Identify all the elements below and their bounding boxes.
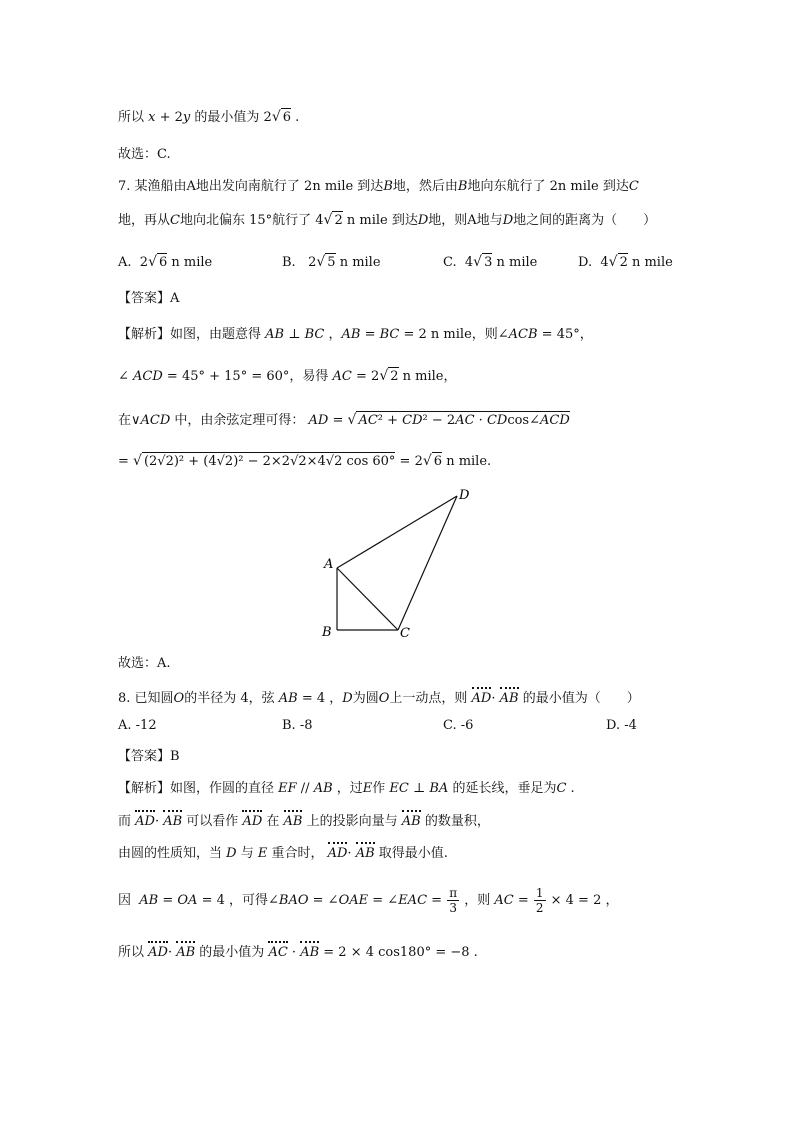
q8-solution-line-3: 由圆的性质知，当 D 与 E 重合时， AD· AB 取得最小值. (118, 842, 448, 863)
q7-option-b: B. 2√ 5 n mile (282, 254, 381, 270)
q7-option-c: C. 4√ 3 n mile (443, 254, 538, 270)
label-c: C (400, 626, 410, 641)
q7-solution-line-3: 在∨ACD 中，由余弦定理可得： AD = √ AC² + CD² − 2AC · CDcos∠ACD (118, 412, 570, 428)
q8-solution-line-4: 因 AB = OA = 4 ，可得∠BAO = ∠OAE = ∠EAC = $\frac{\pi}{3}$ ，则 AC = $\frac{1}{2}$ × 4 = 2 ， (118, 886, 619, 915)
segment-cd (398, 496, 457, 630)
q8-solution-line-1: 【解析】如图，作圆的直径 EF // AB ，过E作 EC ⊥ BA 的延长线，垂足为C . (118, 781, 575, 796)
q7-option-d: D. 4√ 2 n mile (578, 254, 673, 270)
label-d: D (459, 488, 470, 503)
q8-stem: 8. 已知圆O的半径为 4，弦 AB = 4 ，D为圆O上一动点，则 AD· AB 的最小值为（ ） (118, 687, 640, 708)
label-a: A (324, 557, 334, 572)
q7-choice: 故选：A. (118, 656, 171, 671)
segment-ad (337, 496, 457, 568)
q8-solution-line-5: 所以 AD· AB 的最小值为 AC · AB = 2 × 4 cos180° = −8 . (118, 941, 478, 962)
q7-option-a: A. 2√ 6 n mile (118, 254, 213, 270)
label-b: B (322, 625, 332, 640)
q8-option-d: D. -4 (606, 718, 637, 733)
q7-stem-line-1: 7. 某渔船由A地出发向南航行了 2n mile 到达B地，然后由B地向东航行了 2n mile 到达C (118, 179, 639, 194)
q8-option-c: C. -6 (443, 718, 474, 733)
triangle-figure (318, 486, 478, 646)
q8-option-a: A. -12 (118, 718, 157, 733)
segment-ac (337, 568, 398, 630)
q8-answer: 【答案】B (118, 749, 180, 764)
q7-solution-line-4: = √ (2√2)² + (4√2)² − 2×2√2×4√2 cos 60° = 2√ 6 n mile. (118, 453, 492, 469)
choice-line-prev: 故选：C. (118, 147, 171, 162)
q7-answer: 【答案】A (118, 291, 180, 306)
conclusion-line-1: 所以 x + 2y 的最小值为 2√ 6 . (118, 109, 300, 125)
q7-solution-line-1: 【解析】如图，由题意得 AB ⊥ BC ，AB = BC = 2 n mile，则∠ACB = 45°， (118, 327, 593, 342)
q8-option-b: B. -8 (282, 718, 313, 733)
q7-solution-line-2: ∠ ACD = 45° + 15° = 60°，易得 AC = 2√ 2 n mile， (118, 368, 457, 384)
q8-solution-line-2: 而 AD· AB 可以看作 AD 在 AB 上的投影向量与 AB 的数量积， (118, 810, 490, 831)
q7-stem-line-2: 地，再从C地向北偏东 15°航行了 4√ 2 n mile 到达D地，则A地与D地之间的距离为（ ） (118, 212, 657, 228)
